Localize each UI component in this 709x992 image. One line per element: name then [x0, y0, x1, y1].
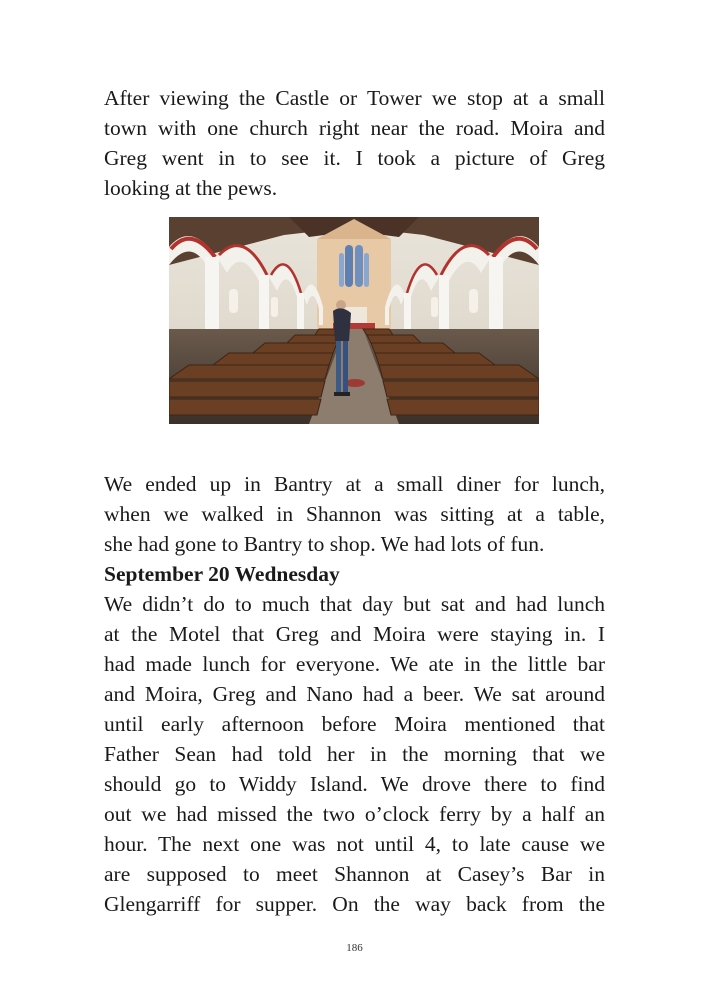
text-line: hour. The next one was not until 4, to late cause we	[104, 832, 605, 856]
text-line: out we had missed the two o’clock ferry by a half an	[104, 802, 605, 826]
text-line: should go to Widdy Island. We drove there to find	[104, 772, 605, 796]
text-line: We didn’t do to much that day but sat and had lunch	[104, 592, 605, 616]
text-line: are supposed to meet Shannon at Casey’s Bar in	[104, 862, 605, 886]
paragraph-bantry-lunch	[104, 469, 605, 559]
text-line: Father Sean had told her in the morning that we	[104, 742, 605, 766]
page-number: 186	[346, 942, 363, 954]
text-line: she had gone to Bantry to shop. We had lots of fun.	[104, 532, 545, 556]
text-line: at the Motel that Greg and Moira were staying in. I	[104, 622, 605, 646]
text-line: town with one church right near the road. Moira and	[104, 116, 605, 140]
section-september-20	[104, 559, 605, 919]
text-line: looking at the pews.	[104, 176, 278, 200]
text-line: After viewing the Castle or Tower we stop at a small	[104, 86, 605, 110]
church-interior-photo	[169, 217, 539, 424]
section-heading: September 20 Wednesday	[104, 562, 340, 586]
text-line: Greg went in to see it. I took a picture of Greg	[104, 146, 605, 170]
text-line: Glengarriff for supper. On the way back from the	[104, 892, 605, 916]
text-line: and Moira, Greg and Nano had a beer. We sat around	[104, 682, 605, 706]
text-line: until early afternoon before Moira mentioned that	[104, 712, 605, 736]
text-line: had made lunch for everyone. We ate in the little bar	[104, 652, 605, 676]
text-line: when we walked in Shannon was sitting at a table,	[104, 502, 605, 526]
paragraph-castle-visit	[104, 83, 605, 203]
text-line: We ended up in Bantry at a small diner for lunch,	[104, 472, 605, 496]
